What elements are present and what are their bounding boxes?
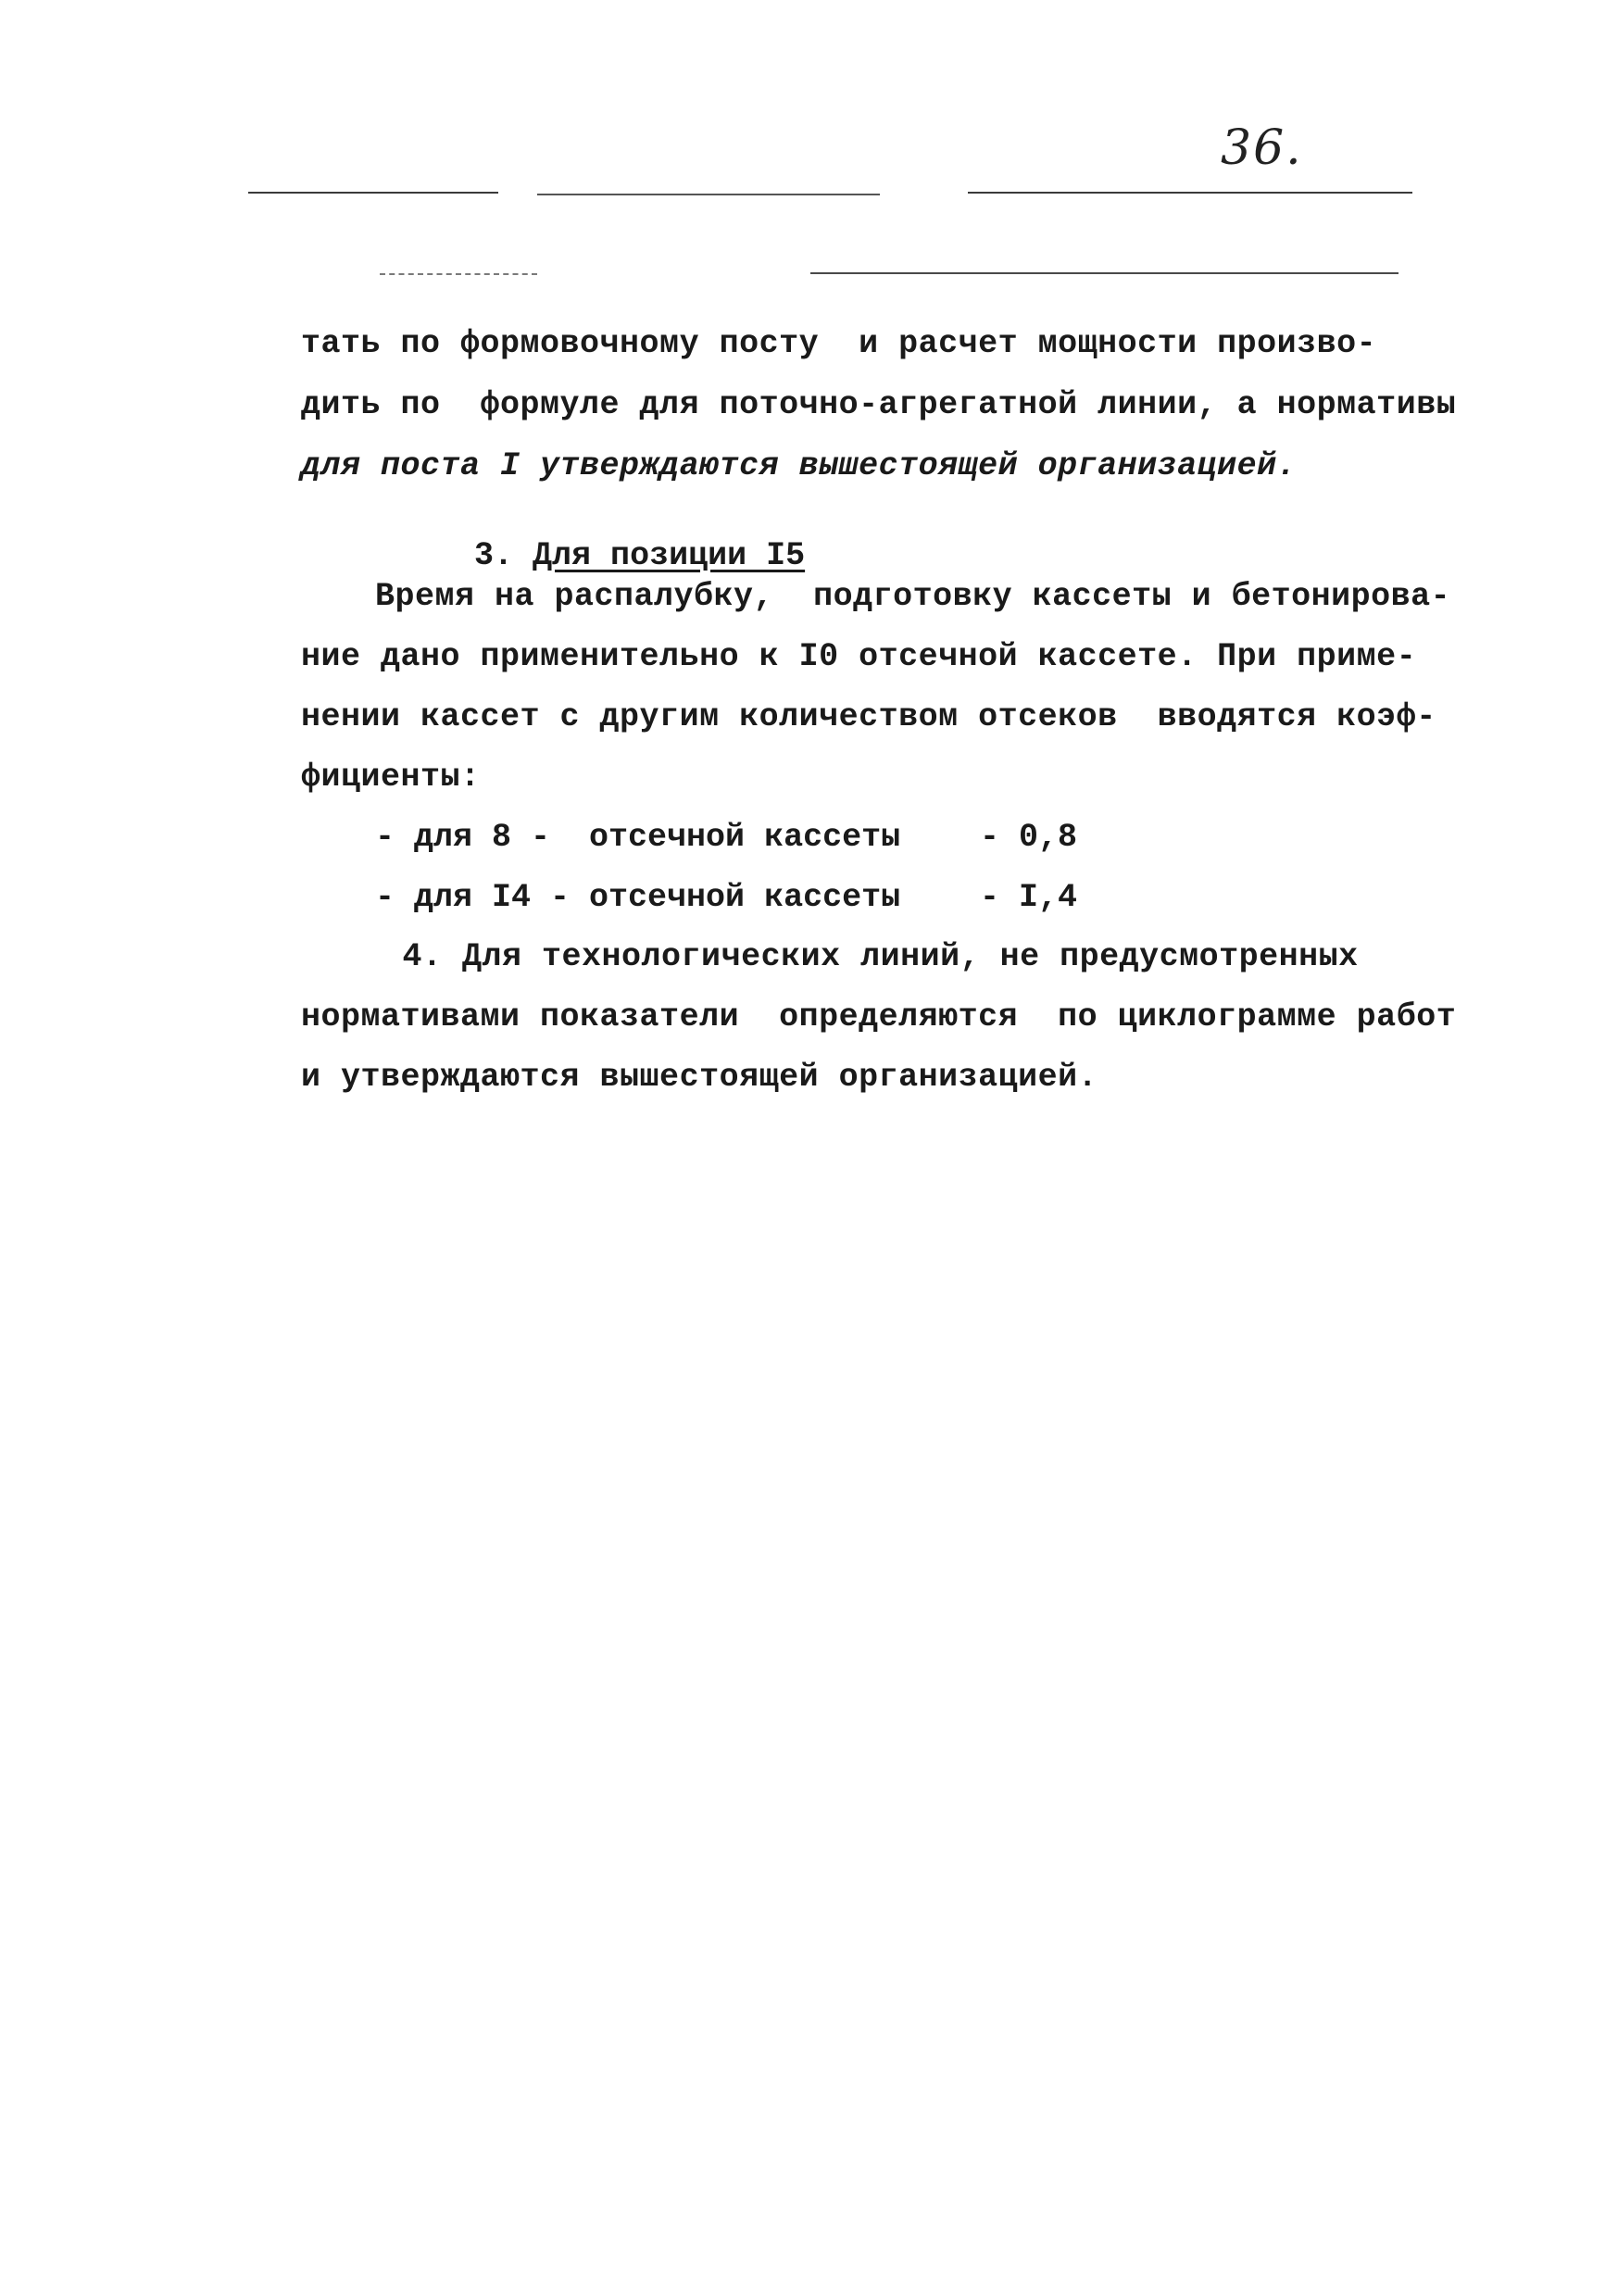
paragraph2-line-1: Время на распалубку, подготовку кассеты и бетонирова- bbox=[375, 578, 1451, 615]
paragraph4-line-3: и утверждаются вышестоящей организацией. bbox=[301, 1059, 1098, 1096]
coefficient-label-8: - для 8 - отсечной кассеты bbox=[375, 819, 901, 856]
page-number: 36. bbox=[1221, 120, 1303, 176]
section3-number: 3. bbox=[474, 537, 514, 574]
paragraph1-line-1: тать по формовочному посту и расчет мощности произво- bbox=[301, 325, 1377, 362]
header-rule-left bbox=[248, 192, 498, 194]
coefficient-label-14: - для I4 - отсечной кассеты bbox=[375, 879, 901, 916]
header-rule-dotted-left bbox=[380, 273, 537, 275]
coefficient-value-8: - 0,8 bbox=[980, 819, 1078, 856]
paragraph4-line-2: нормативами показатели определяются по циклограмме работ bbox=[301, 998, 1457, 1035]
paragraph1-line-3: для поста I утверждаются вышестоящей организацией. bbox=[301, 447, 1298, 484]
paragraph1-line-2: дить по формуле для поточно-агрегатной линии, а нормативы bbox=[301, 386, 1457, 423]
paragraph2-line-4: фициенты: bbox=[301, 759, 481, 796]
section3-title: Для позиции I5 bbox=[533, 537, 806, 574]
paragraph2-line-3: нении кассет с другим количеством отсеков вводятся коэф- bbox=[301, 698, 1436, 735]
coefficient-value-14: - I,4 bbox=[980, 879, 1078, 916]
paragraph4-line-1: 4. Для технологических линий, не предусмотренных bbox=[343, 938, 1359, 975]
header-rule-right bbox=[968, 192, 1412, 194]
paragraph2-line-2: ние дано применительно к I0 отсечной кассете. При приме- bbox=[301, 638, 1417, 675]
header-rule-lower-right bbox=[810, 272, 1399, 274]
header-rule-middle bbox=[537, 194, 880, 195]
